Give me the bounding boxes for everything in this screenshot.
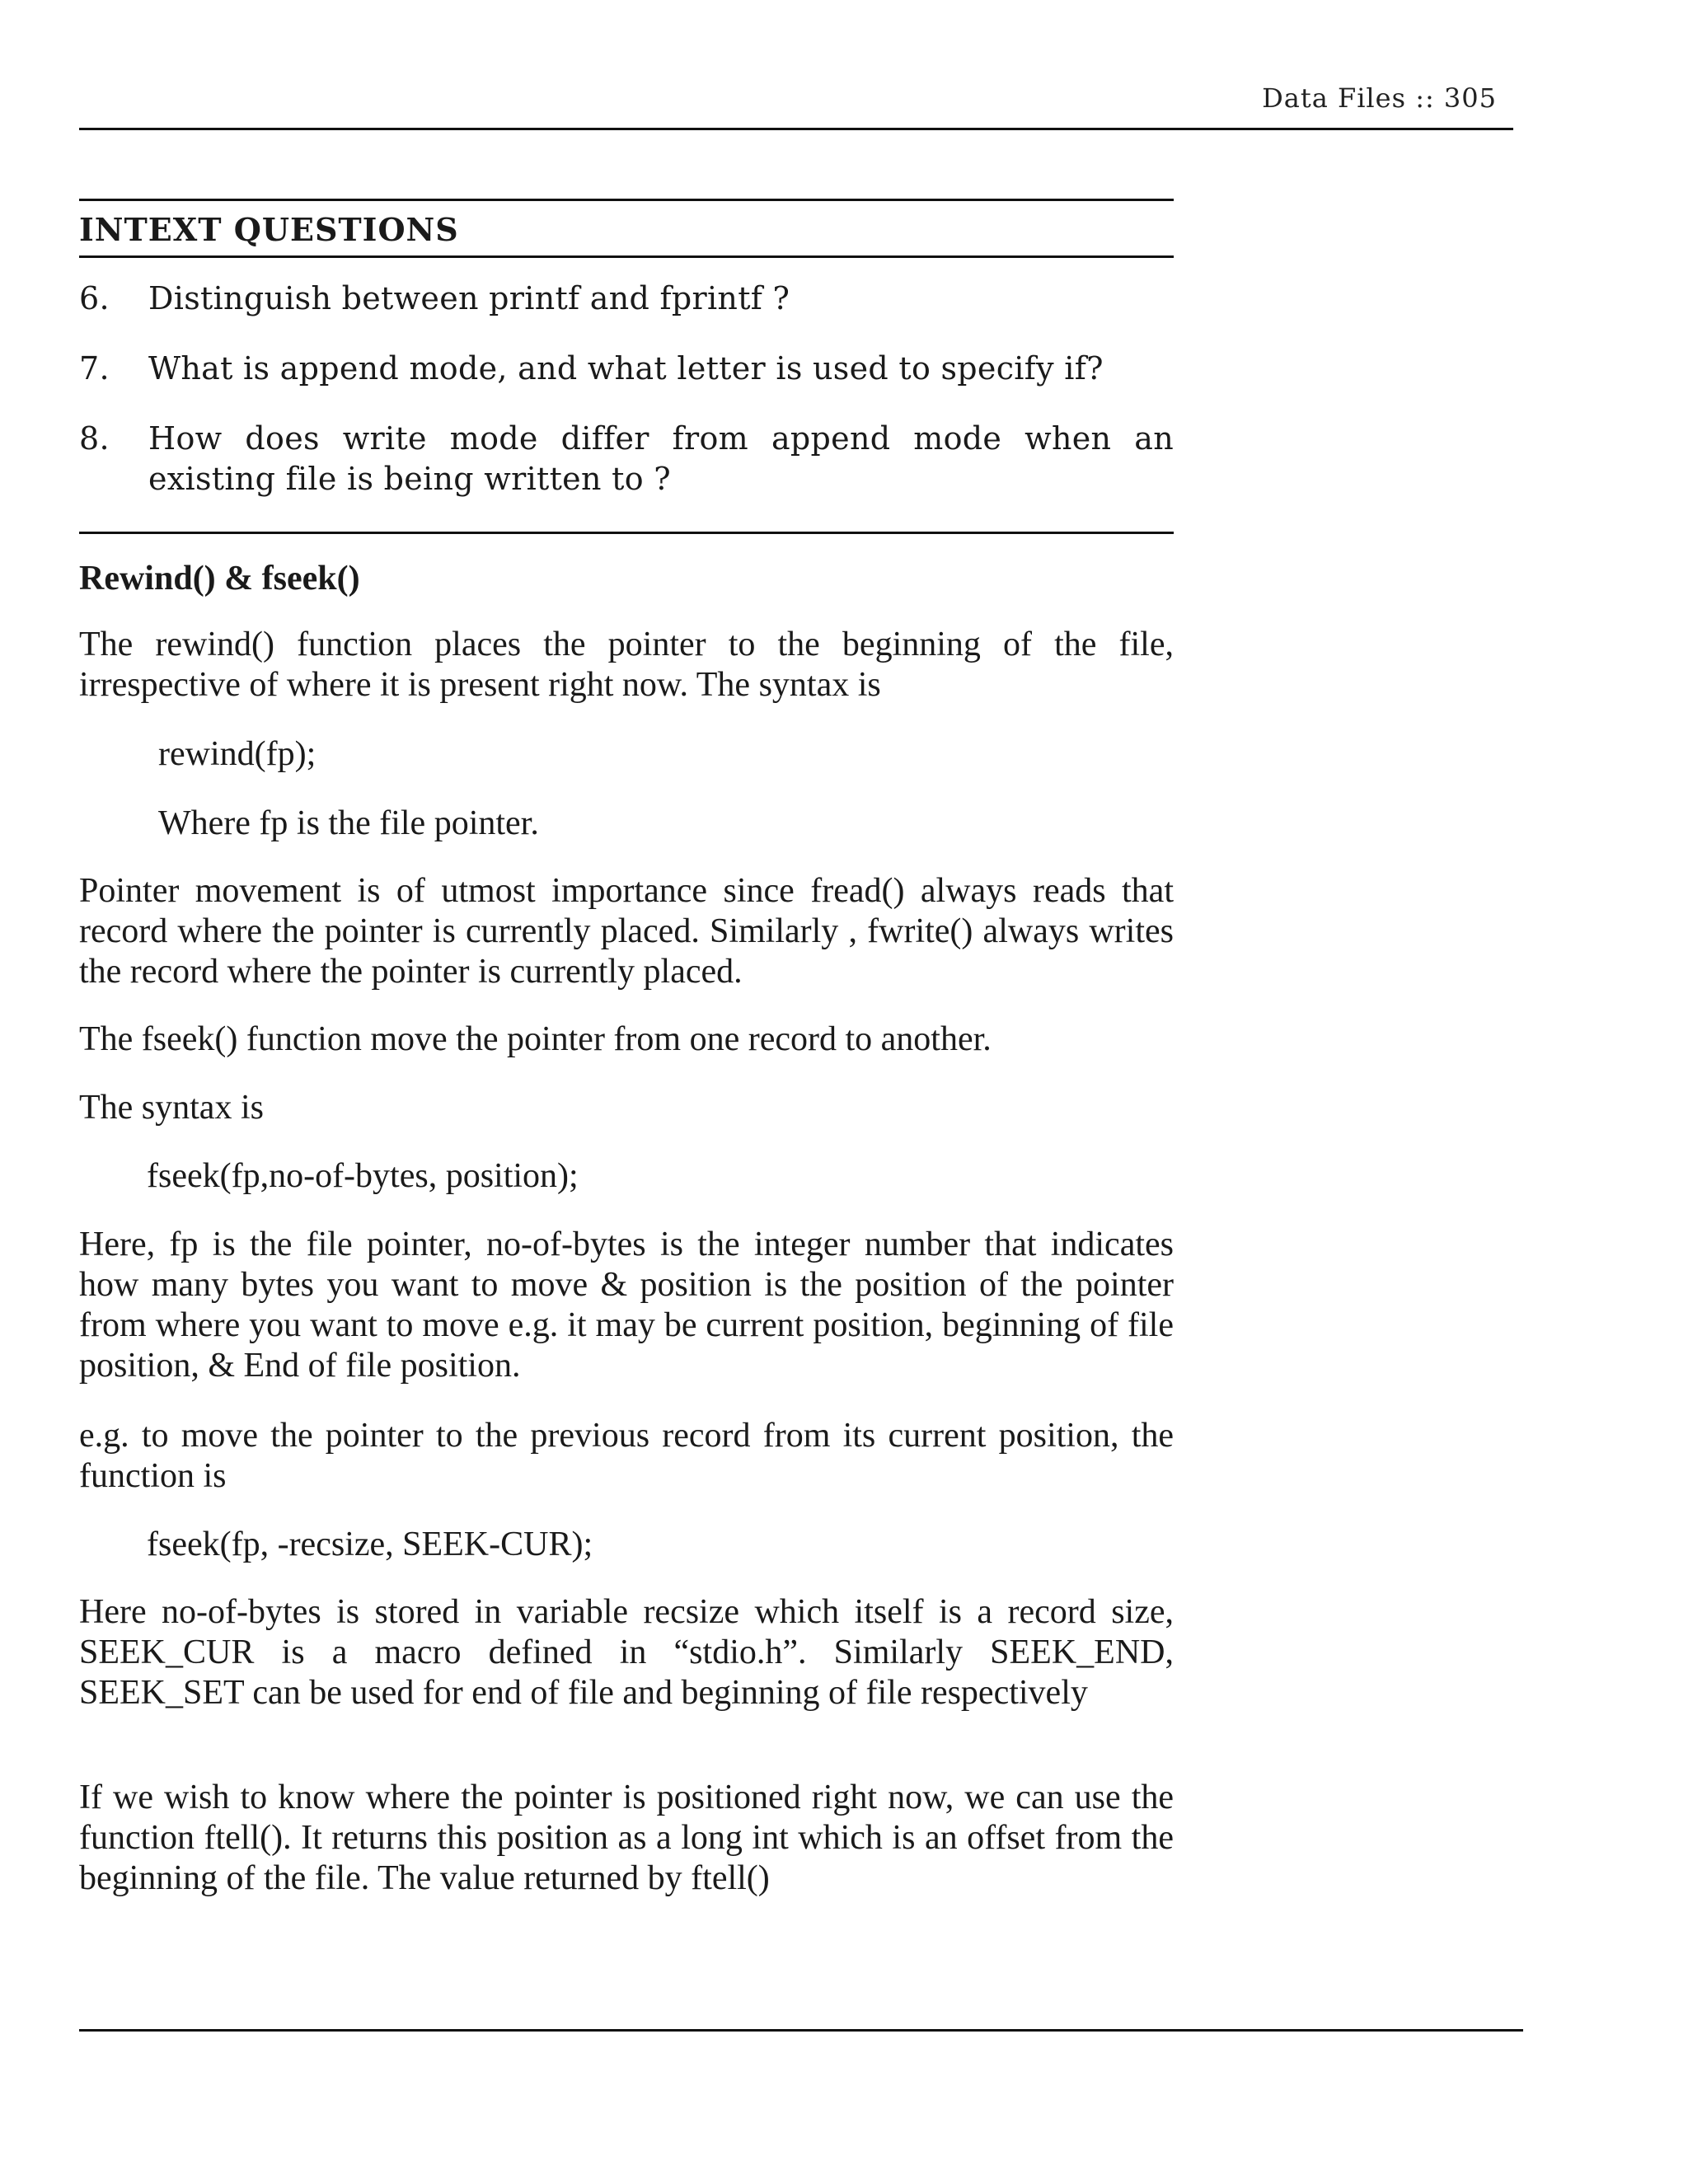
section-heading: Rewind() & fseek() [79,560,360,598]
question-item [79,419,1174,499]
question-item [79,349,1174,389]
intext-question-list [79,279,1174,529]
code-fseek: fseek(fp,no-of-bytes, position); [147,1157,579,1195]
paragraph-ftell: If we wish to know where the pointer is positioned right now, we can use the function ftell(). It returns this position as a long int which is an offset from the beginning of the file. The value returned by ftell() [79,1779,1174,1897]
question-item [79,279,1174,319]
question-number: 8. [79,420,110,457]
paragraph-pointer-movement: Pointer movement is of utmost importance since fread() always reads that record where the pointer is currently placed. Similarly , fwrite() always writes the record where the pointer is currently placed. [79,872,1174,991]
question-text: How does write mode differ from append mode when an existing file is being written to ? [148,420,1174,497]
paragraph-seek-macros: Here no-of-bytes is stored in variable recsize which itself is a record size, SEEK_CUR is a macro defined in “stdio.h”. Similarly SEEK_END, SEEK_SET can be used for end of file and beginning of file respectively [79,1593,1174,1712]
code-rewind: rewind(fp); [158,735,316,773]
intext-title: INTEXT QUESTIONS [79,211,459,248]
question-number: 7. [79,350,110,387]
paragraph-previous-record: e.g. to move the pointer to the previous record from its current position, the function is [79,1417,1174,1495]
note-file-pointer: Where fp is the file pointer. [158,804,539,842]
question-number: 6. [79,280,110,316]
running-header: Data Files :: 305 [1262,82,1497,114]
intext-title-rule [79,255,1174,258]
header-rule [79,128,1513,130]
question-text: Distinguish between printf and fprintf ? [148,280,790,316]
intext-top-rule [79,199,1174,201]
paragraph-fseek-params: Here, fp is the file pointer, no-of-bytes is the integer number that indicates how many bytes you want to move & position is the position of the pointer from where you want to move e.g. it may be current position, beginning of file position, & End of file position. [79,1226,1174,1385]
code-fseek-example: fseek(fp, -recsize, SEEK-CUR); [147,1526,593,1563]
paragraph-syntax-label: The syntax is [79,1089,264,1127]
paragraph-fseek-intro: The fseek() function move the pointer from one record to another. [79,1020,992,1058]
footer-rule [79,2029,1523,2032]
paragraph-rewind-intro: The rewind() function places the pointer to the beginning of the file, irrespective of where it is present right now. The syntax is [79,626,1174,704]
intext-bottom-rule [79,532,1174,534]
question-text: What is append mode, and what letter is used to specify if? [148,350,1104,387]
